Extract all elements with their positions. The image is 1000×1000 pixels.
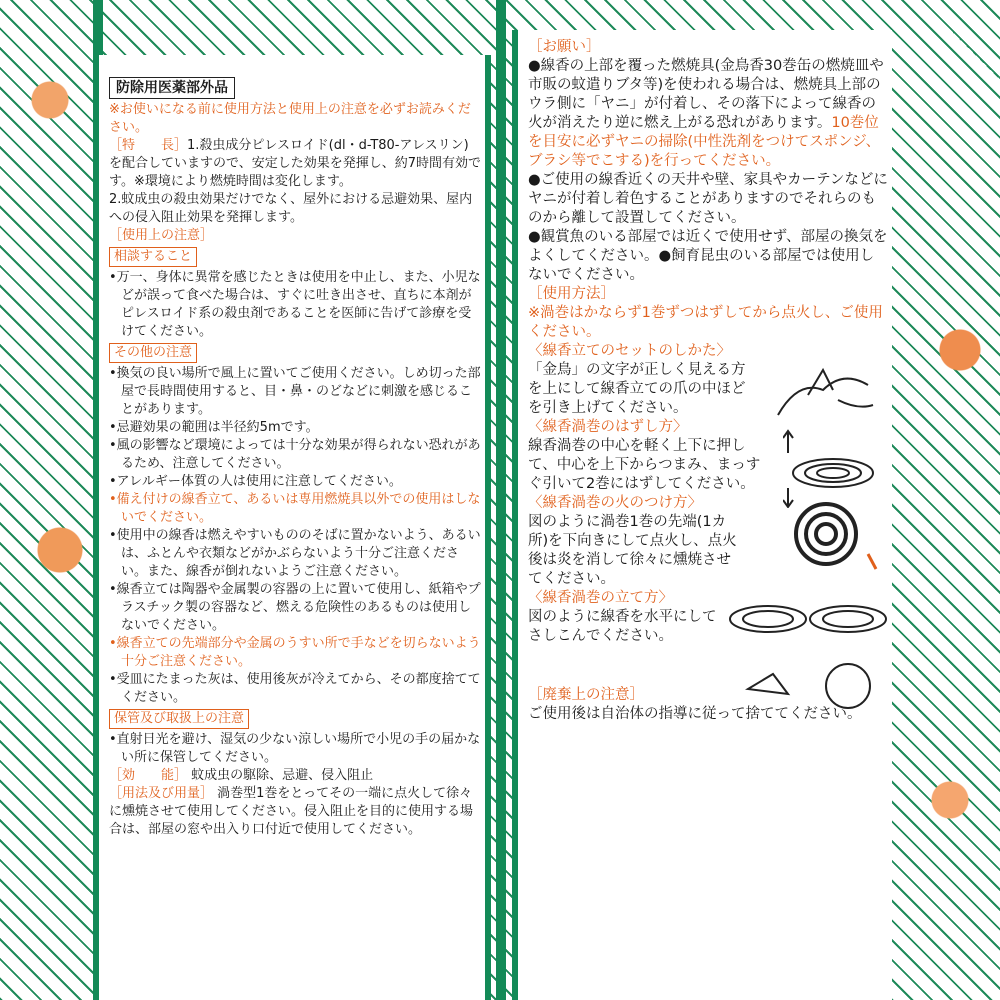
features-2: 2.蚊成虫の殺虫効果だけでなく、屋外における忌避効果、屋内への侵入阻止効果を発揮します。 [109,192,473,225]
step-3-text: 図のように渦巻1巻の先端(1カ所)を下向きにして点火し、点火後は炎を消して徐々に燻焼させてください。 [528,514,737,587]
efficacy-tag: ［効 能］ [109,768,188,783]
request-1-text: ●線香の上部を覆った燃焼具(金鳥香30巻缶の燃焼皿や市販の蚊遣りブタ等)を使われる場合は、燃焼具上部のウラ側に「ヤニ」が付着し、その落下によって線香の火が消えたり逆に燃え上がる恐れがあります。 [528,58,884,131]
request-2: ●ご使用の線香近くの天井や壁、家具やカーテンなどにヤニが付着し着色することがありますのでそれらのものから離して設置してください。 [528,172,888,226]
request-3: ●観賞魚のいる部屋では近くで使用せず、部屋の換気をよくしてください。●飼育昆虫のいる部屋では使用しないでください。 [528,229,888,283]
coil-stand-illustration [728,594,888,714]
features-1: 1.殺虫成分ピレスロイド(dl・d-T80-アレスリン)を配合していますので、安定した効果を発揮し、約7時間有効です。※環境により燃焼時間は変化します。 [109,138,482,189]
center-fold [496,0,506,1000]
request-1 [528,57,888,171]
consult-tag: 相談すること [109,247,197,267]
dosage-text: 渦巻型1巻をとってその一端に点火して徐々に燻焼させて使用してください。侵入阻止を目的に使用する場合は、部屋の窓や出入り口付近で使用してください。 [109,786,474,837]
step-1-title: 〈線香立てのセットのしかた〉 [528,343,731,359]
features-tag: ［特 長］ [109,138,188,153]
request-1-orange: 10巻位を目安に必ずヤニの掃除(中性洗剤をつけてスポンジ、ブラシ等でこする)を行ってください。 [528,115,881,169]
dosage-block [109,785,481,839]
other-3: •風の影響など環境によっては十分な効果が得られない恐れがあるため、注意してください。 [109,438,481,471]
right-panel [512,30,892,1000]
usage-caution-tag: ［使用上の注意］ [109,228,214,243]
step-1 [528,342,888,418]
features-block [109,137,481,191]
green-edge [93,0,103,60]
coil-light-illustration [768,499,883,579]
step-2-text: 線香渦巻の中心を軽く上下に押して、中心を上下からつまみ、まっすぐ引いて2巻にはずしてください。 [528,438,761,492]
consult-1: •万一、身体に異常を感じたときは使用を中止し、また、小児などが誤って食べた場合は、すぐに吐き出させ、直ちに本剤がピレスロイド系の殺虫剤であることを医師に告げて診療を受けてください。 [109,270,481,339]
method-note: ※渦巻はかならず1巻ずつはずしてから点火し、ご使用ください。 [528,305,883,340]
category-title: 防除用医薬部外品 [109,77,235,99]
step-4 [528,589,888,646]
efficacy-block [109,767,481,785]
step-2-title: 〈線香渦巻のはずし方〉 [528,419,688,435]
other-2: •忌避効果の範囲は半径約5mです。 [109,420,319,435]
other-4: •アレルギー体質の人は使用に注意してください。 [109,474,402,489]
step-4-title: 〈線香渦巻の立て方〉 [528,590,673,606]
step-1-text: 「金鳥」の文字が正しく見える方を上にして線香立ての爪の中ほどを引き上げてください。 [528,362,746,416]
disposal-tag: ［廃棄上の注意］ [528,687,644,703]
step-3 [528,494,888,589]
efficacy-text: 蚊成虫の駆除、忌避、侵入阻止 [191,768,374,783]
left-panel [93,55,491,1000]
other-6: •使用中の線香は燃えやすいもののそばに置かないよう、あるいは、ふとんや衣類などがかぶらないよう十分ご注意ください。また、線香が倒れないようご注意ください。 [109,528,481,579]
storage-tag: 保管及び取扱上の注意 [109,709,249,729]
request-tag: ［お願い］ [528,39,601,55]
method-tag: ［使用方法］ [528,286,615,302]
other-5: •備え付けの線香立て、あるいは専用燃焼具以外での使用はしないでください。 [109,492,481,525]
step-2 [528,418,888,494]
other-9: •受皿にたまった灰は、使用後灰が冷えてから、その都度捨ててください。 [109,672,481,705]
disposal-text: ご使用後は自治体の指導に従って捨ててください。 [528,706,862,722]
storage-1: •直射日光を避け、湿気の少ない涼しい場所で小児の手の届かない所に保管してください。 [109,732,481,765]
other-8: •線香立ての先端部分や金属のうすい所で手などを切らないよう十分ご注意ください。 [109,636,481,669]
other-tag: その他の注意 [109,343,197,363]
other-7: •線香立ては陶器や金属製の容器の上に置いて使用し、紙箱やプラスチック製の容器など、燃える危険性のあるものは使用しないでください。 [109,582,481,633]
read-warning: ※お使いになる前に使用方法と使用上の注意を必ずお読みください。 [109,102,471,135]
step-3-title: 〈線香渦巻の火のつけ方〉 [528,495,702,511]
step-4-text: 図のように線香を水平にしてさしこんでください。 [528,609,717,644]
dosage-tag: ［用法及び用量］ [109,786,214,801]
other-1: •換気の良い場所で風上に置いてご使用ください。しめ切った部屋で長時間使用すると、目・鼻・のどなどに刺激を感じることがあります。 [109,366,481,417]
